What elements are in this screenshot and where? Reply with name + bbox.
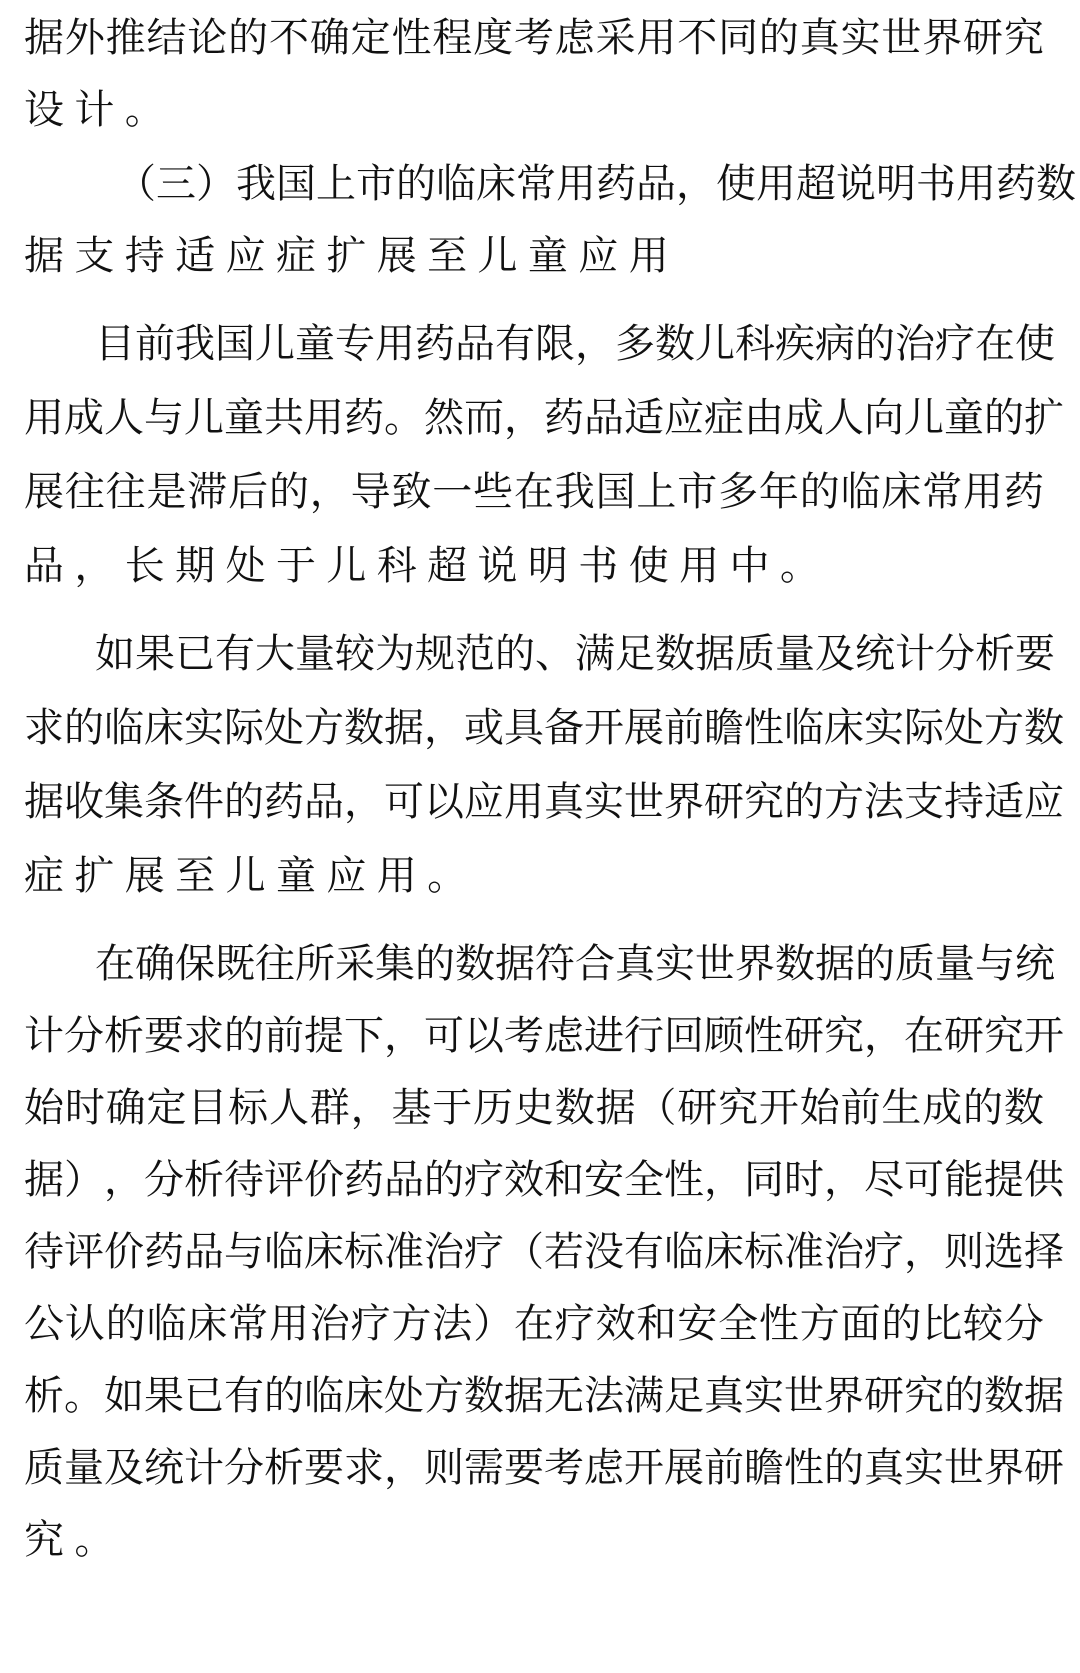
text-line: 如 果 已 有 大 量 较 为 规 范 的 、 满 足 数 据 质 量 及 统 计 分 析 要 bbox=[95, 631, 1055, 677]
text-line: 设 计 。 bbox=[24, 87, 165, 133]
text-line: 目 前 我 国 儿 童 专 用 药 品 有 限 ， 多 数 儿 科 疾 病 的 治 疗 在 使 bbox=[95, 321, 1055, 367]
section-heading: 据 支 持 适 应 症 扩 展 至 儿 童 应 用 bbox=[24, 233, 669, 279]
text-line: 用 成 人 与 儿 童 共 用 药 。 然 而 ， 药 品 适 应 症 由 成 人 向 儿 童 的 扩 bbox=[24, 395, 1064, 441]
text-line: 始 时 确 定 目 标 人 群 ， 基 于 历 史 数 据 （ 研 究 开 始 前 生 成 的 数 bbox=[24, 1085, 1044, 1131]
text-line: 公 认 的 临 床 常 用 治 疗 方 法 ） 在 疗 效 和 安 全 性 方 面 的 比 较 分 bbox=[24, 1301, 1044, 1347]
text-line: 据 ） ， 分 析 待 评 价 药 品 的 疗 效 和 安 全 性 ， 同 时 ， 尽 可 能 提 供 bbox=[24, 1157, 1064, 1203]
text-line: 求 的 临 床 实 际 处 方 数 据 ， 或 具 备 开 展 前 瞻 性 临 床 实 际 处 方 数 bbox=[24, 705, 1064, 751]
text-line: 析 。 如 果 已 有 的 临 床 处 方 数 据 无 法 满 足 真 实 世 界 研 究 的 数 据 bbox=[24, 1373, 1064, 1419]
text-line: 据 外 推 结 论 的 不 确 定 性 程 度 考 虑 采 用 不 同 的 真 实 世 界 研 究 bbox=[24, 15, 1044, 61]
text-line: 计 分 析 要 求 的 前 提 下 ， 可 以 考 虑 进 行 回 顾 性 研 究 ， 在 研 究 开 bbox=[24, 1013, 1064, 1059]
text-line: 质 量 及 统 计 分 析 要 求 ， 则 需 要 考 虑 开 展 前 瞻 性 的 真 实 世 界 研 bbox=[24, 1445, 1064, 1491]
text-line: 待 评 价 药 品 与 临 床 标 准 治 疗 （ 若 没 有 临 床 标 准 治 疗 ， 则 选 择 bbox=[24, 1229, 1064, 1275]
text-line: 展 往 往 是 滞 后 的 ， 导 致 一 些 在 我 国 上 市 多 年 的 临 床 常 用 药 bbox=[24, 469, 1044, 515]
text-line: 症 扩 展 至 儿 童 应 用 。 bbox=[24, 853, 468, 899]
text-line: 据 收 集 条 件 的 药 品 ， 可 以 应 用 真 实 世 界 研 究 的 方 法 支 持 适 应 bbox=[24, 779, 1064, 825]
text-line: 在 确 保 既 往 所 采 集 的 数 据 符 合 真 实 世 界 数 据 的 质 量 与 统 bbox=[95, 941, 1055, 987]
section-heading: （ 三 ） 我 国 上 市 的 临 床 常 用 药 品 ， 使 用 超 说 明 书 用 药 数 bbox=[116, 161, 1076, 207]
text-line: 究 。 bbox=[24, 1517, 115, 1563]
text-line: 品 ， 长 期 处 于 儿 科 超 说 明 书 使 用 中 。 bbox=[24, 543, 820, 589]
